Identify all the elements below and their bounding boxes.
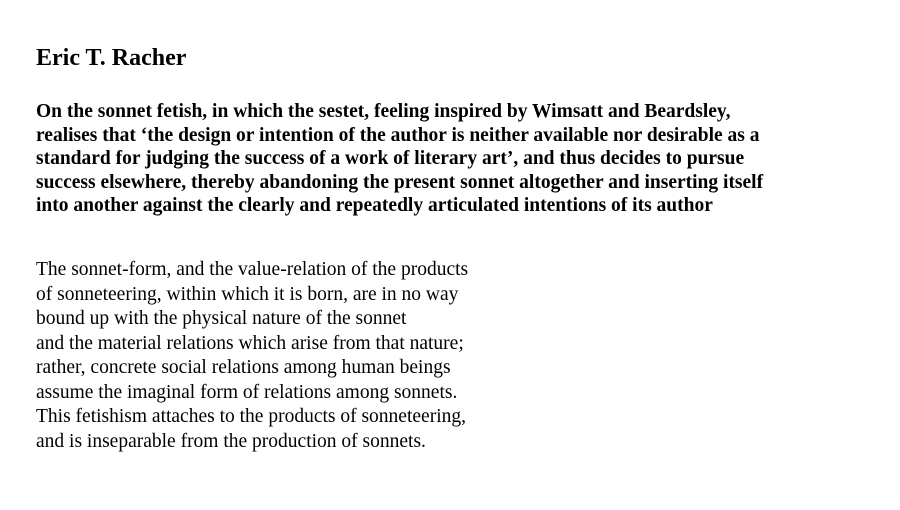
- poem-line: and is inseparable from the production of sonnets.: [36, 430, 426, 452]
- poem-title-line: On the sonnet fetish, in which the sestet, feeling inspired by Wimsatt and Beardsley,: [36, 101, 731, 122]
- poem-line: of sonneteering, within which it is born, are in no way: [36, 283, 459, 305]
- author-name: Eric T. Racher: [36, 45, 187, 71]
- poem-title-line: realises that ‘the design or intention of the author is neither available nor desirable as a: [36, 124, 760, 146]
- poem-line: This fetishism attaches to the products of sonneteering,: [36, 406, 466, 427]
- poem-line: rather, concrete social relations among human beings: [36, 357, 451, 378]
- poem-line: The sonnet-form, and the value-relation of the products: [36, 259, 469, 280]
- poem-line: and the material relations which arise from that nature;: [36, 332, 464, 354]
- poem-title-line: success elsewhere, thereby abandoning the present sonnet altogether and inserting itself: [36, 171, 764, 193]
- poem-body: [36, 258, 468, 454]
- poem-title-line: standard for judging the success of a work of literary art’, and thus decides to pursue: [36, 148, 745, 169]
- poem-title-line: into another against the clearly and repeatedly articulated intentions of its author: [36, 195, 713, 216]
- poem-line: bound up with the physical nature of the sonnet: [36, 308, 407, 329]
- poem-title: [36, 100, 763, 218]
- poem-line: assume the imaginal form of relations among sonnets.: [36, 381, 458, 403]
